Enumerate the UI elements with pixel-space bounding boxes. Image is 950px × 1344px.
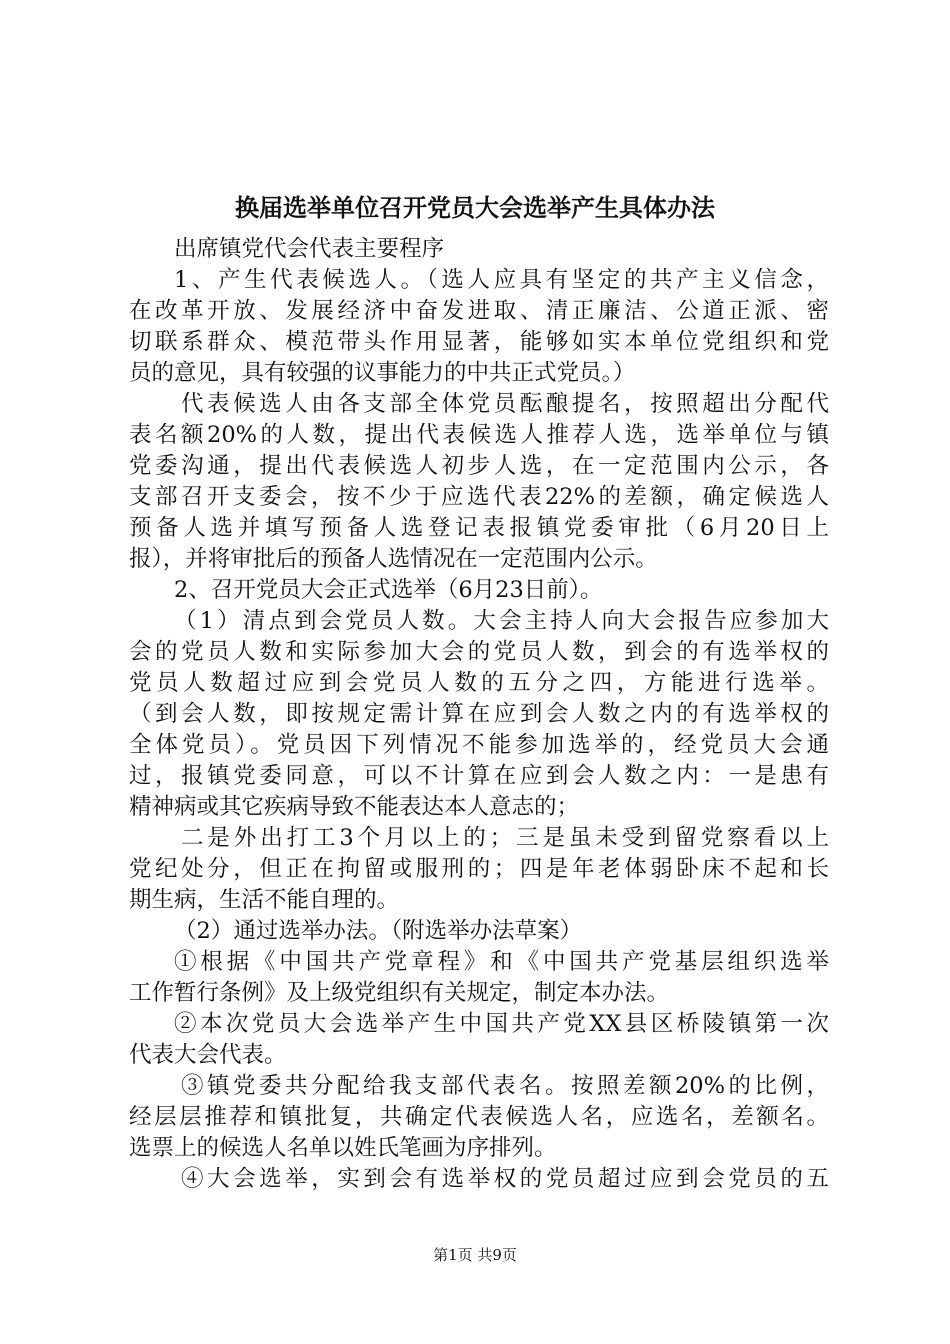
text-line: 切联系群众、模范带头作用显著，能够如实本单位党组织和党 xyxy=(129,329,829,355)
text-line: ④大会选举，实到会有选举权的党员超过应到会党员的五 xyxy=(181,1166,829,1192)
text-line: 党员人数超过应到会党员人数的五分之四，方能进行选举。 xyxy=(129,670,829,696)
document-title: 换届选举单位召开党员大会选举产生具体办法 xyxy=(235,193,715,222)
text-line: 期生病，生活不能自理的。 xyxy=(129,887,400,913)
text-line: ①根据《中国共产党章程》和《中国共产党基层组织选举 xyxy=(174,949,829,975)
page-footer: 第1页 共9页 xyxy=(433,1246,517,1264)
text-line: 代表候选人由各支部全体党员酝酿提名，按照超出分配代 xyxy=(181,391,829,417)
text-line: 表名额20%的人数，提出代表候选人推荐人选，选举单位与镇 xyxy=(129,422,829,448)
text-line: （到会人数，即按规定需计算在应到会人数之内的有选举权的 xyxy=(129,701,829,727)
text-line: ②本次党员大会选举产生中国共产党XX县区桥陵镇第一次 xyxy=(174,1011,829,1037)
document-body xyxy=(129,234,829,1195)
text-line: 报），并将审批后的预备人选情况在一定范围内公示。 xyxy=(129,546,658,572)
text-line: 会的党员人数和实际参加大会的党员人数，到会的有选举权的 xyxy=(129,639,829,665)
text-line: 全体党员）。党员因下列情况不能参加选举的，经党员大会通 xyxy=(129,732,829,758)
text-line: 预备人选并填写预备人选登记表报镇党委审批（6月20日上 xyxy=(129,515,829,541)
text-line: 出席镇党代会代表主要程序 xyxy=(174,236,445,262)
text-line: 党委沟通，提出代表候选人初步人选，在一定范围内公示，各 xyxy=(129,453,829,479)
text-line: 1、产生代表候选人。（选人应具有坚定的共产主义信念， xyxy=(174,267,829,293)
text-line: （2）通过选举办法。（附选举办法草案） xyxy=(174,918,583,944)
text-line: 代表大会代表。 xyxy=(129,1042,287,1068)
text-line: 经层层推荐和镇批复，共确定代表候选人名，应选名，差额名。 xyxy=(129,1104,829,1130)
text-line: 精神病或其它疾病导致不能表达本人意志的； xyxy=(129,794,580,820)
text-line: 工作暂行条例》及上级党组织有关规定，制定本办法。 xyxy=(129,980,670,1006)
text-line: 党纪处分，但正在拘留或服刑的；四是年老体弱卧床不起和长 xyxy=(129,856,829,882)
text-line: ③镇党委共分配给我支部代表名。按照差额20%的比例， xyxy=(181,1073,829,1099)
text-line: 二是外出打工3个月以上的；三是虽未受到留党察看以上 xyxy=(181,825,829,851)
text-line: （1）清点到会党员人数。大会主持人向大会报告应参加大 xyxy=(174,608,829,634)
text-line: 选票上的候选人名单以姓氏笔画为序排列。 xyxy=(129,1135,557,1161)
text-line: 过，报镇党委同意，可以不计算在应到会人数之内：一是患有 xyxy=(129,763,829,789)
text-line: 2、召开党员大会正式选举（6月23日前）。 xyxy=(174,577,603,603)
text-line: 支部召开支委会，按不少于应选代表22%的差额，确定候选人 xyxy=(129,484,829,510)
text-line: 在改革开放、发展经济中奋发进取、清正廉洁、公道正派、密 xyxy=(129,298,829,324)
text-line: 员的意见，具有较强的议事能力的中共正式党员。） xyxy=(129,360,636,386)
